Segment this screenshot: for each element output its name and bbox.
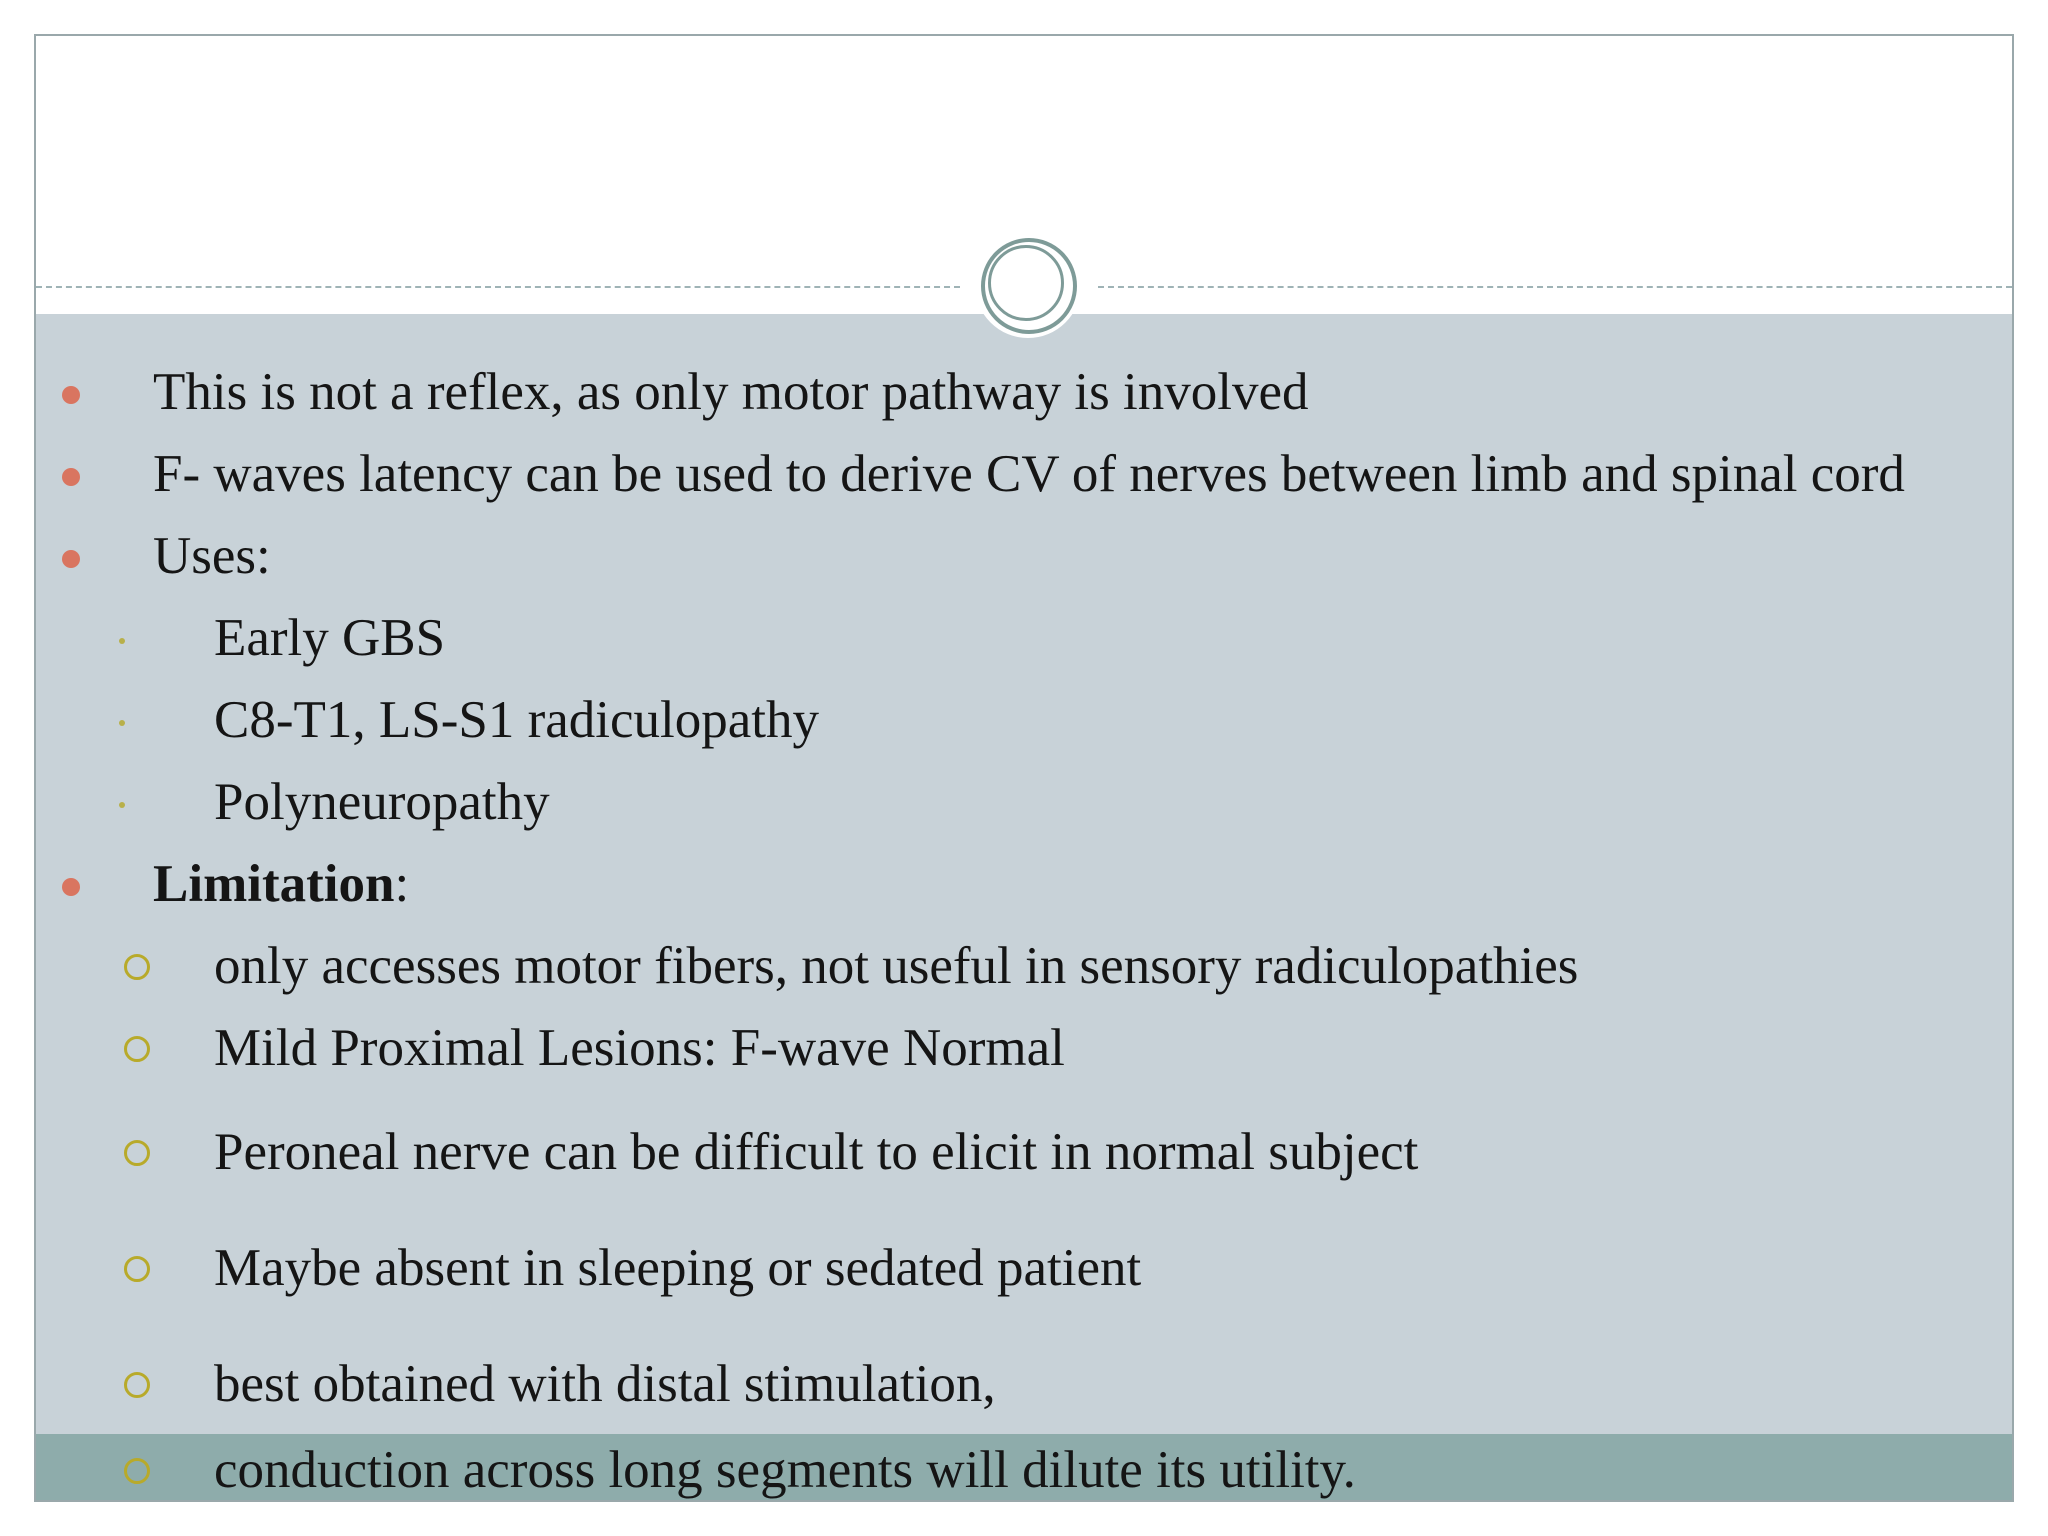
ring-bullet-icon — [124, 1372, 150, 1398]
ring-bullet-icon — [124, 1256, 150, 1282]
sub-bullet-text: only accesses motor fibers, not useful in sensory radiculopathies — [214, 937, 1579, 995]
small-dot-icon — [119, 802, 125, 808]
sub-bullet-text: conduction across long segments will dilute its utility. — [214, 1441, 1356, 1499]
sub-bullet-text: Mild Proximal Lesions: F-wave Normal — [214, 1019, 1065, 1077]
bullet-dot-icon — [62, 878, 80, 896]
header-divider-right — [1098, 286, 2012, 288]
bullet-text: Uses: — [153, 527, 271, 585]
bullet-dot-icon — [62, 468, 80, 486]
ring-bullet-icon — [124, 954, 150, 980]
ring-bullet-icon — [124, 1458, 150, 1484]
sub-bullet-text: best obtained with distal stimulation, — [214, 1355, 996, 1413]
sub-bullet-text: Polyneuropathy — [214, 773, 550, 831]
sub-bullet-text: Maybe absent in sleeping or sedated patient — [214, 1239, 1142, 1297]
bullet-dot-icon — [62, 386, 80, 404]
small-dot-icon — [119, 638, 125, 644]
ring-bullet-icon — [124, 1140, 150, 1166]
sub-bullet-text: Early GBS — [214, 609, 446, 667]
bullet-dot-icon — [62, 550, 80, 568]
slide — [34, 34, 2014, 1502]
bullet-bold-text: Limitation — [153, 855, 395, 913]
bullet-text — [153, 855, 410, 913]
inner-ring — [988, 245, 1064, 321]
circle-ring-icon — [975, 232, 1081, 338]
bullet-text: This is not a reflex, as only motor pathway is involved — [153, 363, 1309, 421]
sub-bullet-text: C8-T1, LS-S1 radiculopathy — [214, 691, 819, 749]
ring-bullet-icon — [124, 1036, 150, 1062]
bullet-suffix: : — [394, 855, 410, 913]
small-dot-icon — [119, 720, 125, 726]
header-divider-left — [36, 286, 960, 288]
bullet-text: F- waves latency can be used to derive CV of nerves between limb and spinal cord — [153, 445, 1905, 503]
sub-bullet-text: Peroneal nerve can be difficult to elicit in normal subject — [214, 1123, 1419, 1181]
